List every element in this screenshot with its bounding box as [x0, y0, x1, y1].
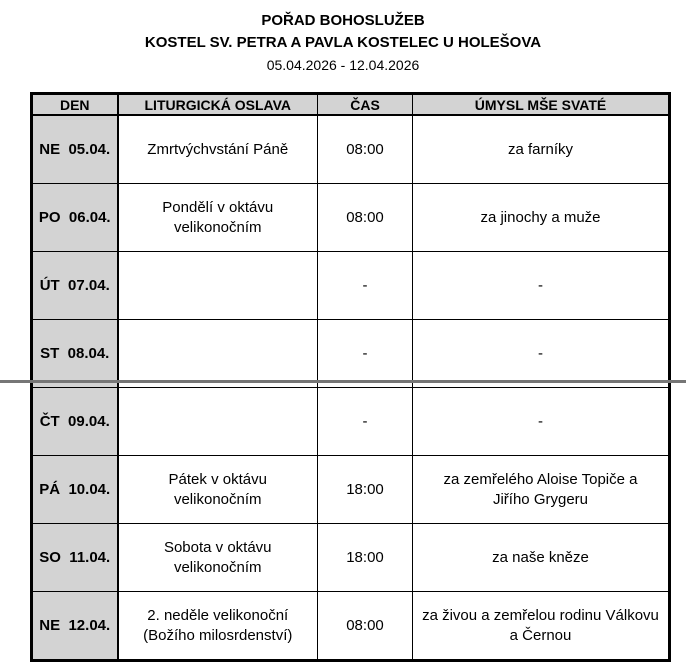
- celebration-cell: Pondělí v oktávu velikonočním: [118, 184, 318, 252]
- intention-cell: -: [413, 388, 670, 456]
- table-row: [32, 184, 670, 252]
- day-cell: SO 11.04.: [32, 524, 118, 592]
- table-row: [32, 524, 670, 592]
- page-break-divider: [0, 380, 686, 383]
- schedule-table: [30, 92, 671, 662]
- column-header-cas: ČAS: [318, 94, 413, 116]
- celebration-cell: Zmrtvýchvstání Páně: [118, 115, 318, 184]
- time-cell: 18:00: [318, 524, 413, 592]
- time-cell: 08:00: [318, 592, 413, 661]
- column-header-umysl-mse-svate: ÚMYSL MŠE SVATÉ: [413, 94, 670, 116]
- celebration-cell: Sobota v oktávu velikonočním: [118, 524, 318, 592]
- day-cell: ČT 09.04.: [32, 388, 118, 456]
- day-cell: PO 06.04.: [32, 184, 118, 252]
- table-row: [32, 115, 670, 184]
- table-row: [32, 456, 670, 524]
- time-cell: -: [318, 388, 413, 456]
- time-cell: -: [318, 252, 413, 320]
- celebration-cell: 2. neděle velikonoční (Božího milosrdenství): [118, 592, 318, 661]
- celebration-cell: Pátek v oktávu velikonočním: [118, 456, 318, 524]
- date-range: 05.04.2026 - 12.04.2026: [266, 57, 420, 73]
- celebration-cell: [118, 252, 318, 320]
- intention-cell: -: [413, 252, 670, 320]
- intention-cell: za zemřelého Aloise Topiče a Jiřího Grygeru: [413, 456, 670, 524]
- table-row: [32, 320, 670, 388]
- column-header-liturgicka-oslava: LITURGICKÁ OSLAVA: [118, 94, 318, 116]
- table-header-row: [32, 94, 670, 116]
- intention-cell: za farníky: [413, 115, 670, 184]
- day-cell: ST 08.04.: [32, 320, 118, 388]
- table-body: [32, 115, 670, 661]
- time-cell: 08:00: [318, 115, 413, 184]
- intention-cell: -: [413, 320, 670, 388]
- intention-cell: za živou a zemřelou rodinu Válkovu a Černou: [413, 592, 670, 661]
- time-cell: 08:00: [318, 184, 413, 252]
- intention-cell: za naše kněze: [413, 524, 670, 592]
- church-name: KOSTEL SV. PETRA A PAVLA KOSTELEC U HOLEŠOVA: [144, 34, 542, 51]
- table-row: [32, 388, 670, 456]
- document-title: POŘAD BOHOSLUŽEB: [261, 12, 425, 29]
- day-cell: ÚT 07.04.: [32, 252, 118, 320]
- celebration-cell: [118, 388, 318, 456]
- time-cell: -: [318, 320, 413, 388]
- table-row: [32, 592, 670, 661]
- intention-cell: za jinochy a muže: [413, 184, 670, 252]
- column-header-den: DEN: [32, 94, 118, 116]
- table-row: [32, 252, 670, 320]
- celebration-cell: [118, 320, 318, 388]
- document-header: [0, 10, 686, 76]
- day-cell: PÁ 10.04.: [32, 456, 118, 524]
- time-cell: 18:00: [318, 456, 413, 524]
- day-cell: NE 05.04.: [32, 115, 118, 184]
- day-cell: NE 12.04.: [32, 592, 118, 661]
